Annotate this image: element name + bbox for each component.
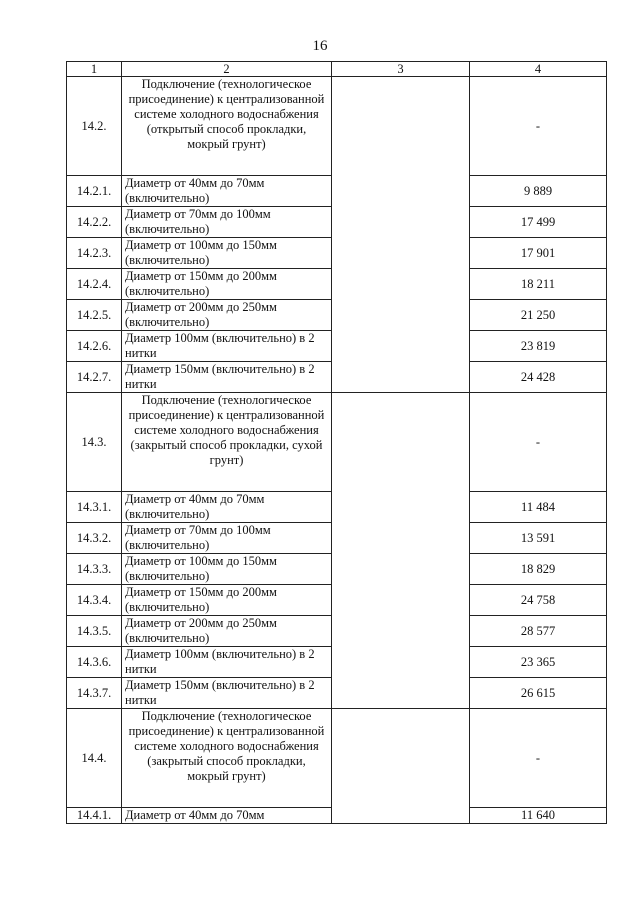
row-value: 17 499 (470, 207, 607, 238)
column-3-empty-cell (332, 77, 470, 393)
row-description: Диаметр 100мм (включительно) в 2 нитки (122, 331, 332, 362)
row-number: 14.4.1. (67, 808, 122, 824)
row-number: 14.4. (67, 709, 122, 808)
row-value: 9 889 (470, 176, 607, 207)
row-number: 14.3.4. (67, 585, 122, 616)
row-description: Диаметр от 200мм до 250мм (включительно) (122, 616, 332, 647)
row-number: 14.2.6. (67, 331, 122, 362)
column-number-2: 2 (122, 62, 332, 77)
row-description: Диаметр от 40мм до 70мм (122, 808, 332, 824)
row-description: Диаметр 150мм (включительно) в 2 нитки (122, 678, 332, 709)
row-number: 14.3.1. (67, 492, 122, 523)
row-description: Подключение (технологическое присоединение) к централизованной системе холодного водоснабжения (закрытый способ прокладки, мокрый грунт) (122, 709, 332, 808)
row-value: 11 640 (470, 808, 607, 824)
column-3-empty-cell (332, 709, 470, 824)
tariff-table (66, 61, 607, 824)
row-description: Диаметр 150мм (включительно) в 2 нитки (122, 362, 332, 393)
row-value: 24 428 (470, 362, 607, 393)
row-number: 14.3.7. (67, 678, 122, 709)
row-value: 26 615 (470, 678, 607, 709)
row-number: 14.2.2. (67, 207, 122, 238)
row-number: 14.3.5. (67, 616, 122, 647)
column-number-row (67, 62, 607, 77)
row-value: 11 484 (470, 492, 607, 523)
row-description: Диаметр от 150мм до 200мм (включительно) (122, 585, 332, 616)
row-description: Подключение (технологическое присоединение) к централизованной системе холодного водоснабжения (закрытый способ прокладки, сухой грунт) (122, 393, 332, 492)
row-number: 14.3. (67, 393, 122, 492)
column-number-1: 1 (67, 62, 122, 77)
table-row-section (67, 77, 607, 176)
row-value: 23 365 (470, 647, 607, 678)
row-description: Диаметр от 200мм до 250мм (включительно) (122, 300, 332, 331)
row-number: 14.2.5. (67, 300, 122, 331)
row-number: 14.2.7. (67, 362, 122, 393)
row-description: Диаметр от 70мм до 100мм (включительно) (122, 207, 332, 238)
row-description: Диаметр от 40мм до 70мм (включительно) (122, 492, 332, 523)
row-value: 18 211 (470, 269, 607, 300)
row-value: - (470, 709, 607, 808)
row-description: Диаметр 100мм (включительно) в 2 нитки (122, 647, 332, 678)
row-value: 18 829 (470, 554, 607, 585)
row-value: 21 250 (470, 300, 607, 331)
row-description: Диаметр от 100мм до 150мм (включительно) (122, 238, 332, 269)
row-number: 14.2.1. (67, 176, 122, 207)
row-value: 17 901 (470, 238, 607, 269)
row-number: 14.2.3. (67, 238, 122, 269)
row-value: 13 591 (470, 523, 607, 554)
row-value: 28 577 (470, 616, 607, 647)
row-number: 14.2.4. (67, 269, 122, 300)
page-number: 16 (312, 38, 328, 54)
row-description: Диаметр от 100мм до 150мм (включительно) (122, 554, 332, 585)
column-3-empty-cell (332, 393, 470, 709)
row-number: 14.2. (67, 77, 122, 176)
row-description: Подключение (технологическое присоединение) к централизованной системе холодного водоснабжения (открытый способ прокладки, мокрый грунт) (122, 77, 332, 176)
row-number: 14.3.2. (67, 523, 122, 554)
row-description: Диаметр от 150мм до 200мм (включительно) (122, 269, 332, 300)
row-description: Диаметр от 40мм до 70мм (включительно) (122, 176, 332, 207)
row-number: 14.3.3. (67, 554, 122, 585)
row-value: - (470, 393, 607, 492)
row-description: Диаметр от 70мм до 100мм (включительно) (122, 523, 332, 554)
table-row-section (67, 709, 607, 808)
row-value: 24 758 (470, 585, 607, 616)
row-value: - (470, 77, 607, 176)
row-value: 23 819 (470, 331, 607, 362)
table-row-section (67, 393, 607, 492)
column-number-4: 4 (470, 62, 607, 77)
column-number-3: 3 (332, 62, 470, 77)
row-number: 14.3.6. (67, 647, 122, 678)
